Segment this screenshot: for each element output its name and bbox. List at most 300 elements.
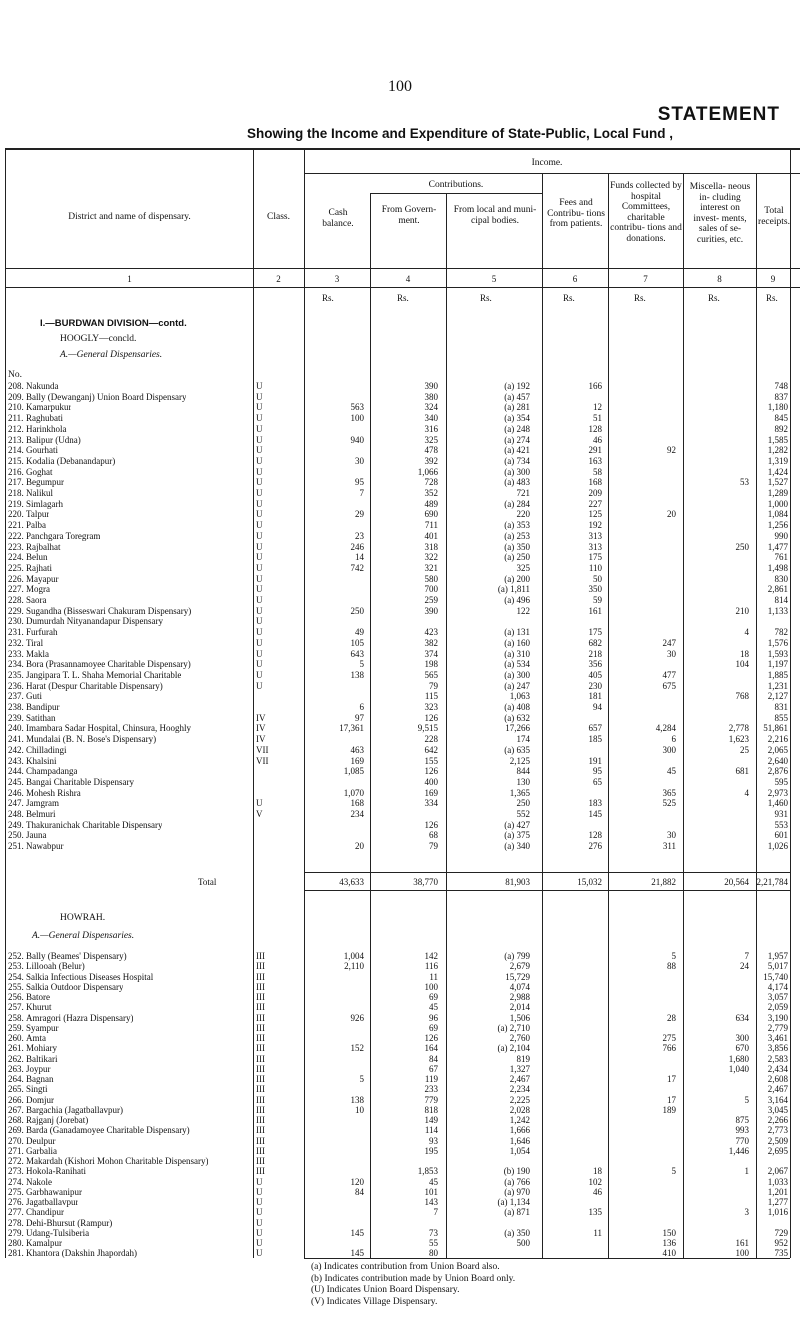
table-row	[0, 745, 800, 756]
misc-cell: 1,040	[728, 1063, 749, 1074]
total-cell: 601	[774, 830, 788, 841]
misc-cell: 1,680	[728, 1053, 749, 1064]
government-cell: 142	[424, 951, 438, 961]
government-cell: 116	[424, 961, 438, 972]
fees-cell: 65	[593, 776, 602, 787]
class-cell: U	[256, 1217, 263, 1228]
class-cell: III	[256, 1166, 265, 1177]
total-local: 81,903	[505, 877, 530, 887]
local-bodies-cell: (a) 300	[504, 669, 530, 680]
column-number: 5	[491, 274, 497, 284]
total-row	[0, 877, 800, 888]
fees-cell: 185	[588, 734, 602, 745]
local-bodies-cell: (a) 534	[504, 659, 530, 670]
total-cell: 748	[774, 381, 788, 391]
local-bodies-cell: 2,679	[509, 961, 530, 972]
funds-cell: 675	[662, 680, 676, 691]
unit-label: Rs.	[708, 293, 720, 303]
dispensary-name: Domjur	[26, 1094, 54, 1105]
government-cell: 390	[424, 605, 438, 616]
row-number: 279.	[8, 1227, 24, 1238]
funds-cell: 30	[667, 830, 676, 841]
class-cell: U	[256, 1197, 263, 1207]
class-cell: IV	[256, 723, 266, 734]
dispensary-name: Makla	[26, 648, 49, 659]
dispensary-name: Harat (Despur Charitable Dispensary)	[26, 680, 163, 691]
cash-balance-cell: 138	[350, 669, 364, 680]
dispensary-name: Bagnan	[26, 1074, 54, 1084]
total-cell: 595	[774, 776, 788, 787]
miscellaneous-header: Miscella- neous in- cluding interest on invest- ments, sales of se- curities, etc.	[689, 182, 751, 245]
local-bodies-cell: 2,988	[509, 992, 530, 1002]
row-number: 225.	[8, 562, 24, 573]
misc-cell: 53	[740, 477, 749, 488]
row-number: 266.	[8, 1094, 24, 1105]
total-cell: 2,065	[767, 744, 788, 755]
government-cell: 119	[424, 1074, 438, 1084]
class-cell: U	[256, 381, 263, 391]
cash-balance-cell: 5	[359, 1074, 364, 1084]
fees-cell: 110	[588, 562, 602, 573]
total-cell: 1,319	[767, 455, 788, 466]
misc-cell: 250	[735, 541, 749, 552]
local-bodies-cell: (a) 1,134	[497, 1197, 530, 1207]
row-number: 281.	[8, 1248, 24, 1259]
cash-balance-cell: 1,070	[343, 787, 364, 798]
dispensary-name: Balipur (Udna)	[26, 434, 81, 445]
column-number: 6	[572, 274, 578, 284]
funds-cell: 17	[667, 1074, 676, 1084]
class-cell: U	[256, 498, 263, 509]
unit-label: Rs.	[634, 293, 646, 303]
dispensary-name: Batore	[26, 992, 50, 1002]
row-number: 273.	[8, 1166, 24, 1177]
row-number: 215.	[8, 455, 24, 466]
local-bodies-cell: 1,054	[509, 1145, 530, 1156]
dispensary-name: Salkia Outdoor Dispensary	[26, 981, 124, 992]
misc-cell: 3	[744, 1207, 749, 1218]
class-cell: III	[256, 1002, 265, 1013]
misc-cell: 100	[735, 1248, 749, 1259]
fees-cell: 11	[593, 1227, 602, 1238]
cash-balance-cell: 742	[350, 562, 364, 573]
total-cell: 1,498	[767, 562, 788, 573]
government-cell: 324	[424, 402, 438, 413]
row-number: 213.	[8, 434, 24, 445]
cash-balance-cell: 1,004	[343, 951, 364, 961]
table-row	[0, 392, 800, 403]
local-bodies-cell: (a) 192	[504, 381, 530, 391]
misc-cell: 300	[735, 1033, 749, 1043]
total-receipts-header: Total receipts.	[758, 206, 790, 227]
local-bodies-cell: 2,028	[509, 1104, 530, 1115]
class-cell: U	[256, 445, 263, 456]
class-cell: V	[256, 809, 263, 819]
dispensary-name: Begumpur	[26, 477, 64, 488]
row-number: 221.	[8, 520, 24, 531]
row-number: 224.	[8, 552, 24, 563]
row-number: 234.	[8, 659, 24, 670]
dispensary-name: Amragori (Hazra Dispensary)	[26, 1012, 134, 1023]
government-cell: 316	[424, 423, 438, 434]
dispensary-name: Rajganj (Jorebat)	[26, 1115, 89, 1125]
dispensary-name: Deulpur	[26, 1135, 56, 1146]
class-cell: VII	[256, 744, 269, 755]
total-cell: 2,434	[767, 1063, 788, 1074]
local-bodies-cell: 15,729	[505, 971, 530, 982]
local-bodies-cell: 220	[516, 509, 530, 520]
local-bodies-cell: 1,506	[509, 1012, 530, 1023]
fees-cell: 95	[593, 766, 602, 777]
government-cell: 711	[424, 520, 438, 531]
fees-cell: 135	[588, 1207, 602, 1218]
government-cell: 382	[424, 637, 438, 648]
dispensary-name: Joypur	[26, 1063, 51, 1074]
funds-cell: 477	[662, 669, 676, 680]
fees-cell: 125	[588, 509, 602, 520]
row-number: 272.	[8, 1156, 24, 1166]
dispensary-name: Nawabpur	[26, 841, 64, 852]
table-row	[0, 756, 800, 767]
row-number: 259.	[8, 1022, 24, 1033]
dispensary-name: Udang-Tulsiberia	[26, 1227, 90, 1238]
cash-balance-cell: 5	[359, 659, 364, 670]
class-cell: U	[256, 477, 263, 488]
local-bodies-cell: (a) 375	[504, 830, 530, 841]
government-cell: 198	[424, 659, 438, 670]
table-row	[0, 509, 800, 520]
local-bodies-cell: (a) 340	[504, 841, 530, 852]
local-bodies-cell: (a) 284	[504, 498, 530, 509]
dispensary-name: Dumurdah Nityanandapur Dispensary	[26, 616, 163, 627]
funds-cell: 88	[667, 961, 676, 972]
table-row	[0, 595, 800, 606]
local-bodies-cell: 721	[516, 488, 530, 498]
government-cell: 390	[424, 381, 438, 391]
local-bodies-cell: (a) 300	[504, 466, 530, 477]
row-number: 242.	[8, 744, 24, 755]
government-cell: 69	[429, 1022, 438, 1033]
fees-cell: 51	[593, 413, 602, 424]
misc-cell: 670	[735, 1043, 749, 1054]
dispensary-name: Panchgara Toregram	[26, 530, 101, 541]
fees-header: Fees and Contribu- tions from patients.	[547, 198, 605, 229]
class-cell: U	[256, 637, 263, 648]
government-cell: 143	[424, 1197, 438, 1207]
dispensary-name: Kamarpukur	[26, 402, 72, 413]
government-cell: 334	[424, 798, 438, 809]
table-row	[0, 552, 800, 563]
total-cell: 1,289	[767, 488, 788, 498]
total-cell: 761	[774, 552, 788, 563]
government-cell: 114	[424, 1125, 438, 1136]
table-row	[0, 435, 800, 446]
government-cell: 228	[424, 734, 438, 745]
page-number: 100	[388, 78, 412, 95]
misc-cell: 1,623	[728, 734, 749, 745]
row-number: 212.	[8, 423, 24, 434]
fees-cell: 161	[588, 605, 602, 616]
dispensary-name: Talpur	[26, 509, 50, 520]
total-cell: 2,773	[767, 1125, 788, 1136]
local-bodies-cell: (a) 635	[504, 744, 530, 755]
government-cell: 126	[424, 819, 438, 830]
row-number: 269.	[8, 1125, 24, 1136]
fees-cell: 175	[588, 627, 602, 638]
row-number: 274.	[8, 1176, 24, 1187]
government-cell: 380	[424, 391, 438, 402]
class-cell: IV	[256, 712, 266, 723]
dispensary-name: Belun	[26, 552, 48, 563]
funds-cell: 766	[662, 1043, 676, 1054]
government-cell: 423	[424, 627, 438, 638]
funds-header: Funds collected by hospital Committees, charitable contribu- tions and donations.	[610, 181, 682, 244]
class-cell: U	[256, 466, 263, 477]
fees-cell: 218	[588, 648, 602, 659]
dispensary-name: Barda (Ganadamoyee Charitable Dispensary)	[26, 1125, 190, 1136]
local-bodies-cell: (a) 248	[504, 423, 530, 434]
fees-cell: 166	[588, 381, 602, 391]
row-number: 257.	[8, 1002, 24, 1013]
dispensary-name: Bangai Charitable Dispensary	[26, 776, 134, 787]
local-bodies-cell: 1,327	[509, 1063, 530, 1074]
fees-cell: 163	[588, 455, 602, 466]
footnote: (V) Indicates Village Dispensary.	[311, 1296, 438, 1307]
government-cell: 93	[429, 1135, 438, 1146]
class-cell: III	[256, 1104, 265, 1115]
cash-balance-cell: 7	[359, 488, 364, 498]
government-cell: 352	[424, 488, 438, 498]
row-number: 228.	[8, 595, 24, 605]
misc-cell: 104	[735, 659, 749, 670]
class-cell: III	[256, 1145, 265, 1156]
fees-cell: 276	[588, 841, 602, 852]
table-row	[0, 424, 800, 435]
table-row	[0, 488, 800, 499]
total-cell: 1,084	[767, 509, 788, 520]
dispensary-name: Bally (Beames' Dispensary)	[26, 951, 127, 961]
total-cell: 3,190	[767, 1012, 788, 1023]
dispensary-name: Champadanga	[26, 766, 78, 777]
cash-balance-cell: 29	[355, 509, 364, 520]
dispensary-name: Baltikari	[26, 1053, 58, 1064]
total-cell: 830	[774, 573, 788, 584]
local-bodies-cell: 250	[516, 798, 530, 809]
row-number: 229.	[8, 605, 24, 616]
row-number: 232.	[8, 637, 24, 648]
class-cell: III	[256, 1012, 265, 1023]
total-cell: 5,017	[767, 961, 788, 972]
government-cell: 84	[429, 1053, 438, 1064]
class-cell: U	[256, 648, 263, 659]
total-cell: 1,477	[767, 541, 788, 552]
class-cell: III	[256, 992, 265, 1002]
government-cell: 79	[429, 841, 438, 852]
footnote: (a) Indicates contribution from Union Board also.	[311, 1262, 500, 1272]
funds-cell: 150	[662, 1227, 676, 1238]
dispensary-name: Jamgram	[26, 798, 59, 809]
row-number: 227.	[8, 584, 24, 595]
row-number: 230.	[8, 616, 24, 627]
cash-balance-cell: 246	[350, 541, 364, 552]
cash-balance-cell: 168	[350, 798, 364, 809]
local-bodies-cell: 122	[516, 605, 530, 616]
misc-cell: 770	[735, 1135, 749, 1146]
local-bodies-cell: 2,225	[509, 1094, 530, 1105]
class-cell: U	[256, 1227, 263, 1238]
class-cell: III	[256, 1022, 265, 1033]
row-number: 208.	[8, 381, 24, 391]
cash-balance-cell: 250	[350, 605, 364, 616]
row-number: 248.	[8, 809, 24, 819]
misc-cell: 25	[740, 744, 749, 755]
local-bodies-cell: (a) 250	[504, 552, 530, 563]
local-bodies-cell: (a) 247	[504, 680, 530, 691]
row-number: 243.	[8, 755, 24, 766]
row-number: 219.	[8, 498, 24, 509]
local-bodies-cell: (a) 274	[504, 434, 530, 445]
total-cell: 831	[774, 702, 788, 712]
row-number: 254.	[8, 971, 24, 982]
local-bodies-cell: (a) 350	[504, 1227, 530, 1238]
government-cell: 489	[424, 498, 438, 509]
funds-cell: 247	[662, 637, 676, 648]
funds-cell: 311	[662, 841, 676, 852]
total-cell: 1,256	[767, 520, 788, 531]
row-number: 209.	[8, 391, 24, 402]
class-cell: U	[256, 541, 263, 552]
local-bodies-cell: (a) 2,710	[497, 1022, 530, 1033]
total-cell: 1,197	[767, 659, 788, 670]
total-cell: 931	[774, 809, 788, 819]
government-cell: 195	[424, 1145, 438, 1156]
total-cell: 15,740	[763, 971, 788, 982]
table-row	[0, 584, 800, 595]
local-bodies-cell: (a) 427	[504, 819, 530, 830]
district-heading: HOOGLY—concld.	[60, 334, 137, 344]
government-cell: 259	[424, 595, 438, 605]
local-bodies-cell: (a) 799	[504, 951, 530, 961]
dispensary-name: Jagatballavpur	[26, 1197, 79, 1207]
dispensary-name: Palba	[26, 520, 46, 531]
government-cell: 318	[424, 541, 438, 552]
fees-cell: 192	[588, 520, 602, 531]
table-row	[0, 659, 800, 670]
class-cell: U	[256, 659, 263, 670]
misc-cell: 210	[735, 605, 749, 616]
row-number: 250.	[8, 830, 24, 841]
total-cell: 4,174	[767, 981, 788, 992]
fees-cell: 313	[588, 530, 602, 541]
dispensary-name: Bandipur	[26, 702, 60, 712]
local-bodies-cell: (a) 2,104	[497, 1043, 530, 1054]
class-cell: III	[256, 1115, 265, 1125]
footnote: (b) Indicates contribution made by Union Board only.	[311, 1273, 516, 1284]
total-cell: 735	[774, 1248, 788, 1259]
row-number: 226.	[8, 573, 24, 584]
local-bodies-cell: (a) 766	[504, 1176, 530, 1187]
government-cell: 115	[424, 691, 438, 702]
table-row	[0, 616, 800, 627]
dispensary-name: Khantora (Dakshin Jhapordah)	[26, 1248, 137, 1259]
local-bodies-cell: 500	[516, 1238, 530, 1248]
local-bodies-header: From local and muni- cipal bodies.	[453, 205, 537, 226]
total-cell: 782	[774, 627, 788, 638]
government-cell: 100	[424, 981, 438, 992]
funds-cell: 28	[667, 1012, 676, 1023]
dispensary-name: Dehi-Bhursut (Rampur)	[26, 1217, 113, 1228]
fees-cell: 227	[588, 498, 602, 509]
unit-label: Rs.	[322, 293, 334, 303]
total-cash: 43,633	[339, 877, 364, 887]
row-number: 246.	[8, 787, 24, 798]
row-number: 276.	[8, 1197, 24, 1207]
local-bodies-cell: 325	[516, 562, 530, 573]
class-cell: U	[256, 669, 263, 680]
row-number: 258.	[8, 1012, 24, 1023]
row-number: 251.	[8, 841, 24, 852]
from-government-header: From Govern- ment.	[381, 205, 437, 226]
fees-cell: 128	[588, 830, 602, 841]
government-cell: 9,515	[417, 723, 438, 734]
local-bodies-cell: (a) 350	[504, 541, 530, 552]
government-cell: 690	[424, 509, 438, 520]
row-number: 271.	[8, 1145, 24, 1156]
total-govt: 38,770	[413, 877, 438, 887]
table-row	[0, 830, 800, 841]
table-row	[0, 777, 800, 788]
dispensary-name: Nalikul	[26, 488, 53, 498]
fees-cell: 59	[593, 595, 602, 605]
row-number: 240.	[8, 723, 24, 734]
dispensary-name: Bally (Dewanganj) Union Board Dispensary	[26, 391, 187, 402]
total-cell: 1,277	[767, 1197, 788, 1207]
government-cell: 155	[424, 755, 438, 766]
government-cell: 233	[424, 1084, 438, 1095]
class-cell: U	[256, 520, 263, 531]
government-cell: 478	[424, 445, 438, 456]
class-cell: U	[256, 573, 263, 584]
total-label: Total	[198, 877, 217, 887]
dispensary-name: Singti	[26, 1084, 48, 1095]
row-number: 233.	[8, 648, 24, 659]
table-row	[0, 499, 800, 510]
government-cell: 11	[429, 971, 438, 982]
dispensary-name: Garbalia	[26, 1145, 57, 1156]
dispensary-name: Saora	[26, 595, 47, 605]
local-bodies-cell: 2,014	[509, 1002, 530, 1013]
table-row	[0, 809, 800, 820]
cash-balance-cell: 145	[350, 1227, 364, 1238]
government-cell: 80	[429, 1248, 438, 1259]
class-cell: III	[256, 1094, 265, 1105]
class-cell: U	[256, 455, 263, 466]
contributions-header: Contributions.	[428, 180, 484, 190]
dispensary-name: Mogra	[26, 584, 50, 595]
fees-cell: 168	[588, 477, 602, 488]
class-cell: U	[256, 434, 263, 445]
class-cell: U	[256, 1186, 263, 1197]
local-bodies-cell: (a) 253	[504, 530, 530, 541]
dispensary-name: Rajbalhat	[26, 541, 61, 552]
class-cell: III	[256, 951, 265, 961]
table-row	[0, 798, 800, 809]
class-cell: III	[256, 981, 265, 992]
total-cell: 3,856	[767, 1043, 788, 1054]
government-cell: 149	[424, 1115, 438, 1125]
funds-cell: 189	[662, 1104, 676, 1115]
government-cell: 374	[424, 648, 438, 659]
